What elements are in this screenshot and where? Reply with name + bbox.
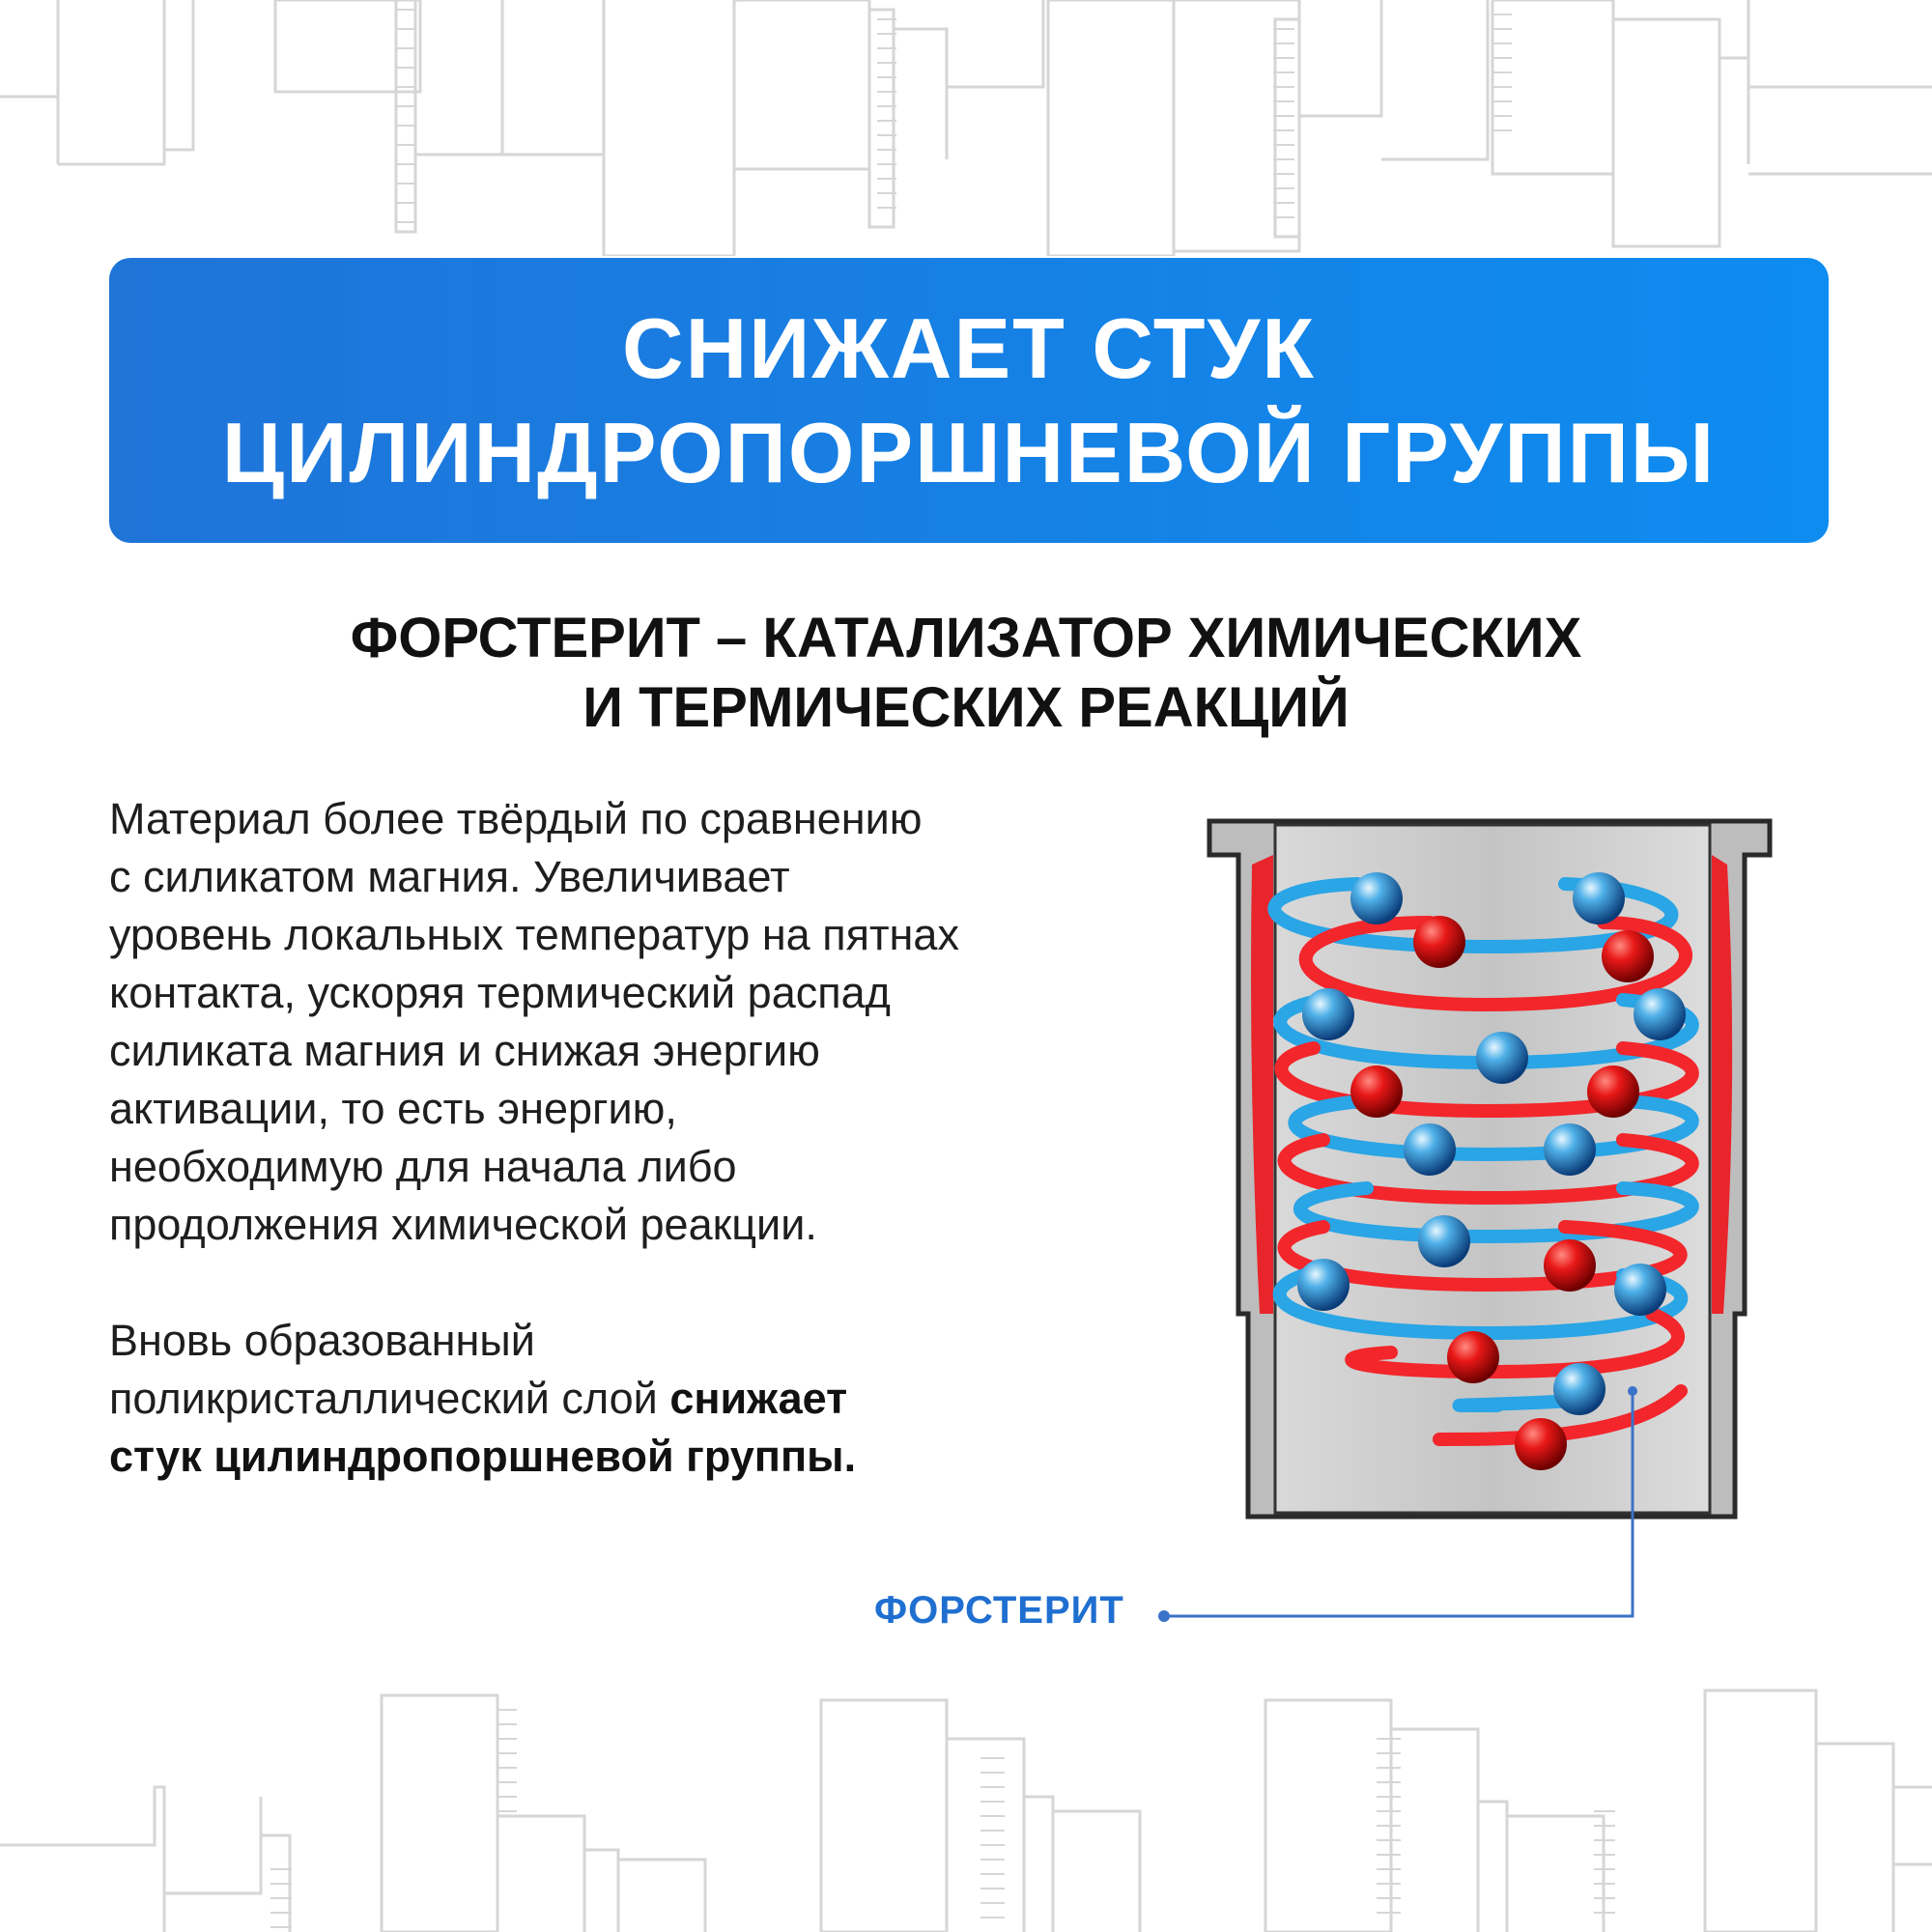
paragraph-1-line: контакта, ускоряя термический распад [109,968,891,1017]
paragraph-1 [109,790,1133,1254]
paragraph-1-line: продолжения химической реакции. [109,1200,817,1249]
paragraph-2-line [109,1370,1133,1428]
paragraph-1-line: необходимую для начала либо [109,1142,737,1191]
paragraph-2-line [109,1428,1133,1486]
subtitle [0,604,1932,743]
paragraph-1-line: уровень локальных температур на пятнах [109,910,959,959]
body-text [109,790,1133,1544]
crankshaft-lineart-bottom [0,1671,1932,1932]
crankshaft-lineart-top [0,0,1932,256]
paragraph-1-line: Материал более твёрдый по сравнению [109,794,923,843]
subtitle-line-1: ФОРСТЕРИТ – КАТАЛИЗАТОР ХИМИЧЕСКИХ [350,607,1582,669]
paragraph-2-text: поликристаллический слой [109,1374,670,1423]
paragraph-2-emphasis: снижает [669,1374,848,1423]
subtitle-line-2: И ТЕРМИЧЕСКИХ РЕАКЦИЙ [582,676,1350,739]
title-banner [109,258,1829,543]
title-line-1: СНИЖАЕТ СТУК [622,299,1316,396]
title-line-2: ЦИЛИНДРОПОРШНЕВОЙ ГРУППЫ [221,404,1717,500]
paragraph-2-emphasis: стук цилиндропоршневой группы. [109,1432,857,1481]
forsterite-callout-label: ФОРСТЕРИТ [874,1589,1124,1632]
paragraph-2-line: Вновь образованный [109,1316,535,1365]
cylinder-liner-illustration [1198,811,1797,1526]
paragraph-2 [109,1312,1133,1486]
paragraph-1-line: активации, то есть энергию, [109,1084,677,1133]
paragraph-1-line: силиката магния и снижая энергию [109,1026,820,1075]
paragraph-1-line: с силикатом магния. Увеличивает [109,852,790,901]
